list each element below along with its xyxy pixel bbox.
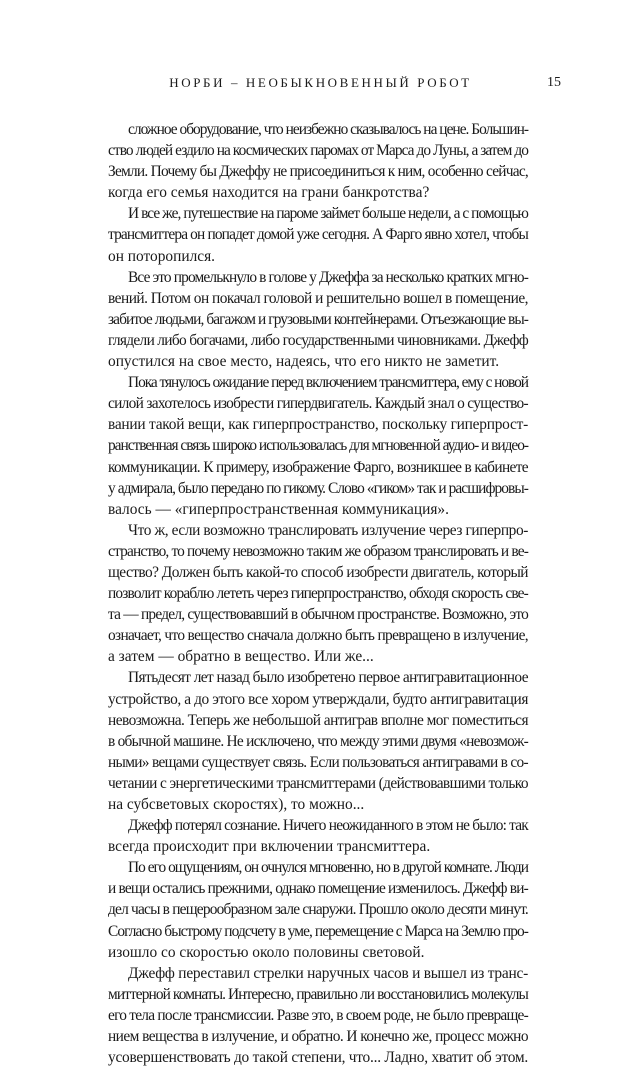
text-line: изошло со скоростью около половины световой.	[108, 943, 425, 961]
text-line: четании с энергетическими трансмиттерами (действовавшими только	[108, 774, 528, 792]
text-line: опустился на свое место, надеясь, что его никто не заметит.	[108, 353, 500, 371]
text-line: коммуникации. К примеру, изображение Фарго, возникшее в кабинете	[108, 458, 528, 476]
text-line: Джефф потерял сознание. Ничего неожиданного в этом не было: так	[128, 817, 528, 835]
text-line: щество? Должен быть какой-то способ изобрести двигатель, который	[108, 563, 528, 581]
running-head	[0, 73, 641, 93]
text-line: вании такой вещи, как гиперпространство, поскольку гиперпрост-	[108, 416, 528, 434]
text-line: ными» вещами существует связь. Если пользоваться антигравами в со-	[108, 753, 528, 771]
text-body	[108, 119, 528, 1068]
text-line: Что ж, если возможно транслировать излучение через гиперпро-	[128, 521, 528, 539]
text-line: валось — «гиперпространственная коммуникация».	[108, 500, 449, 518]
text-line: сложное оборудование, что неизбежно сказывалось на цене. Большин-	[128, 121, 528, 138]
paragraph	[108, 815, 528, 857]
text-line: Джефф переставил стрелки наручных часов и вышел из транс-	[128, 964, 528, 982]
text-line: трансмиттера он попадет домой уже сегодня. А Фарго явно хотел, чтобы	[108, 226, 528, 244]
text-line: Пока тянулось ожидание перед включением трансмиттера, ему с новой	[128, 374, 528, 392]
text-line: И все же, путешествие на пароме займет больше недели, а с помощью	[128, 205, 528, 223]
paragraph	[108, 372, 528, 520]
text-line: позволит кораблю лететь через гиперпространство, обходя скорость све-	[108, 585, 528, 603]
text-line: когда его семья находится на грани банкротства?	[108, 184, 430, 202]
text-line: Пятьдесят лет назад было изобретено первое антигравитационное	[128, 669, 528, 687]
paragraph	[108, 520, 528, 668]
text-line: силой захотелось изобрести гипердвигатель. Каждый знал о существо-	[108, 395, 528, 413]
paragraph	[108, 203, 528, 266]
text-line: а затем — обратно в вещество. Или же...	[108, 648, 374, 666]
page-number: 15	[547, 75, 561, 90]
text-line: нием вещества в излучение, и обратно. И конечно же, процесс можно	[108, 1028, 528, 1046]
paragraph	[108, 267, 528, 372]
text-line: забитое людьми, багажом и грузовыми контейнерами. Отъезжающие вы-	[108, 310, 528, 328]
text-line: он поторопился.	[108, 247, 216, 265]
text-line: Все это промелькнуло в голове у Джеффа за несколько кратких мгно-	[128, 268, 528, 286]
text-line: дел часы в пещерообразном зале снаружи. Прошло около десяти минут.	[108, 901, 528, 919]
text-line: означает, что вещество сначала должно быть превращено в излучение,	[108, 627, 528, 645]
text-line: миттерной комнаты. Интересно, правильно ли восстановились молекулы	[108, 985, 528, 1003]
text-line: невозможна. Теперь же небольшой антиграв вполне мог поместиться	[108, 711, 528, 729]
text-line: всегда происходит при включении трансмиттера.	[108, 838, 431, 856]
book-title: НОРБИ – НЕОБЫКНОВЕННЫЙ РОБОТ	[169, 75, 472, 90]
text-line: у адмирала, было передано по гикому. Слово «гиком» так и расшифровы-	[108, 479, 528, 497]
text-line: та — предел, существовавший в обычном пространстве. Возможно, это	[108, 606, 528, 624]
text-line: на субсветовых скоростях), то можно...	[108, 796, 365, 813]
paragraph	[108, 119, 528, 203]
text-line: ранственная связь широко использовалась для мгновенной аудио- и видео-	[108, 437, 529, 455]
text-line: усовершенствовать до такой степени, что... Ладно, хватит об этом.	[108, 1049, 528, 1067]
paragraph	[108, 963, 528, 1068]
paragraph	[108, 857, 528, 962]
text-line: Согласно быстрому подсчету в уме, перемещение с Марса на Землю про-	[108, 922, 528, 940]
text-line: и вещи остались прежними, однако помещение изменилось. Джефф ви-	[108, 880, 528, 898]
text-line: в обычной машине. Не исключено, что между этими двумя «невозмож-	[108, 732, 528, 750]
text-line: его тела после трансмиссии. Разве это, в своем роде, не было превраще-	[108, 1006, 528, 1024]
paragraph	[108, 667, 528, 815]
text-line: По его ощущениям, он очнулся мгновенно, но в другой комнате. Люди	[128, 859, 528, 877]
text-line: вений. Потом он покачал головой и решительно вошел в помещение,	[108, 289, 528, 307]
text-line: странство, то почему невозможно таким же образом транслировать и ве-	[108, 542, 528, 560]
text-line: устройство, а до этого все хором утверждали, будто антигравитация	[108, 690, 528, 708]
text-line: глядели либо богачами, либо государственными чиновниками. Джефф	[108, 331, 528, 349]
text-line: ство людей ездило на космических паромах от Марса до Луны, а затем до	[108, 142, 528, 160]
text-line: Земли. Почему бы Джеффу не присоединиться к ним, особенно сейчас,	[108, 163, 528, 181]
